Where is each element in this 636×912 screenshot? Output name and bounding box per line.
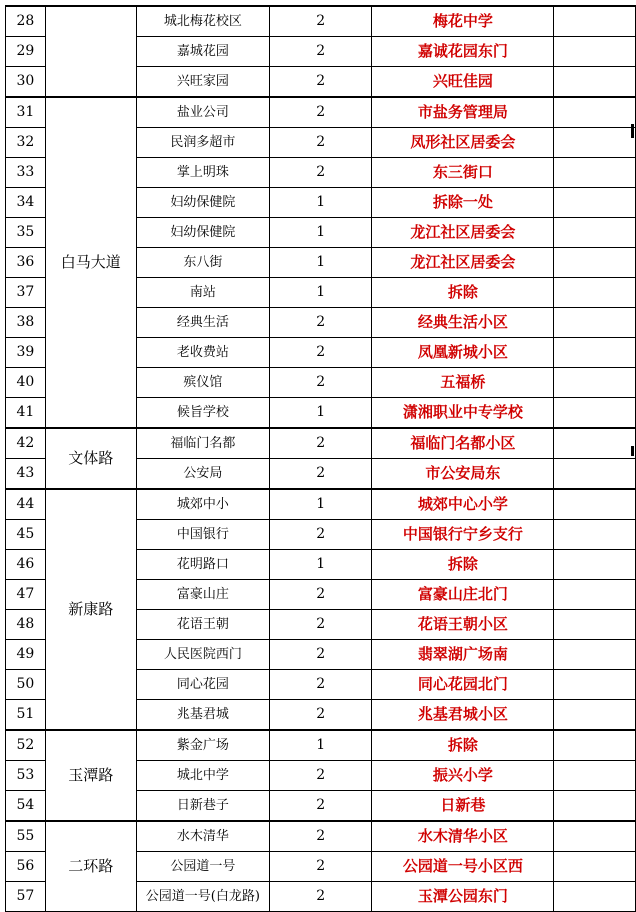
station-name: 富豪山庄: [136, 580, 269, 610]
new-stop-name: 拆除: [372, 730, 554, 761]
row-number: 54: [6, 791, 46, 822]
remarks-cell: [554, 852, 636, 882]
row-number: 45: [6, 520, 46, 550]
road-name: 新康路: [45, 489, 136, 730]
road-name: 白马大道: [45, 97, 136, 428]
new-stop-name: 拆除: [372, 550, 554, 580]
row-number: 30: [6, 67, 46, 98]
new-stop-name: 东三街口: [372, 158, 554, 188]
station-name: 经典生活: [136, 308, 269, 338]
stop-count: 1: [269, 550, 372, 580]
remarks-cell: [554, 398, 636, 429]
row-number: 48: [6, 610, 46, 640]
new-stop-name: 振兴小学: [372, 761, 554, 791]
row-number: 37: [6, 278, 46, 308]
remarks-cell: [554, 97, 636, 128]
new-stop-name: 市公安局东: [372, 459, 554, 490]
new-stop-name: 兆基君城小区: [372, 700, 554, 731]
new-stop-name: 福临门名都小区: [372, 428, 554, 459]
remarks-cell: [554, 67, 636, 98]
station-name: 花语王朝: [136, 610, 269, 640]
station-name: 水木清华: [136, 821, 269, 852]
stop-count: 1: [269, 278, 372, 308]
bus-stop-table: [5, 5, 636, 912]
new-stop-name: 梅花中学: [372, 6, 554, 37]
stop-count: 2: [269, 520, 372, 550]
stop-count: 2: [269, 158, 372, 188]
remarks-cell: [554, 761, 636, 791]
station-name: 嘉城花园: [136, 37, 269, 67]
station-name: 福临门名都: [136, 428, 269, 459]
stop-count: 2: [269, 610, 372, 640]
station-name: 东八街: [136, 248, 269, 278]
remarks-cell: [554, 700, 636, 731]
station-name: 兆基君城: [136, 700, 269, 731]
stop-count: 2: [269, 128, 372, 158]
table-row: [6, 730, 636, 761]
row-number: 28: [6, 6, 46, 37]
new-stop-name: 同心花园北门: [372, 670, 554, 700]
station-name: 妇幼保健院: [136, 188, 269, 218]
stop-count: 2: [269, 882, 372, 912]
new-stop-name: 凤凰新城小区: [372, 338, 554, 368]
stop-count: 2: [269, 761, 372, 791]
row-number: 41: [6, 398, 46, 429]
station-name: 兴旺家园: [136, 67, 269, 98]
stop-count: 2: [269, 700, 372, 731]
remarks-cell: [554, 520, 636, 550]
remarks-cell: [554, 730, 636, 761]
remarks-cell: [554, 308, 636, 338]
new-stop-name: 中国银行宁乡支行: [372, 520, 554, 550]
remarks-cell: [554, 338, 636, 368]
row-number: 39: [6, 338, 46, 368]
remarks-cell: [554, 158, 636, 188]
new-stop-name: 五福桥: [372, 368, 554, 398]
table-row: [6, 428, 636, 459]
row-number: 49: [6, 640, 46, 670]
stop-count: 2: [269, 821, 372, 852]
new-stop-name: 潇湘职业中专学校: [372, 398, 554, 429]
row-number: 50: [6, 670, 46, 700]
stop-count: 2: [269, 338, 372, 368]
remarks-cell: [554, 580, 636, 610]
station-name: 候旨学校: [136, 398, 269, 429]
station-name: 公安局: [136, 459, 269, 490]
station-name: 城郊中小: [136, 489, 269, 520]
row-number: 46: [6, 550, 46, 580]
new-stop-name: 玉潭公园东门: [372, 882, 554, 912]
new-stop-name: 公园道一号小区西: [372, 852, 554, 882]
station-name: 城北中学: [136, 761, 269, 791]
stop-count: 2: [269, 852, 372, 882]
remarks-cell: [554, 37, 636, 67]
stop-count: 2: [269, 670, 372, 700]
new-stop-name: 龙江社区居委会: [372, 218, 554, 248]
stop-count: 1: [269, 248, 372, 278]
remarks-cell: [554, 550, 636, 580]
remarks-cell: [554, 218, 636, 248]
remarks-cell: [554, 489, 636, 520]
edge-mark: [631, 124, 634, 138]
row-number: 33: [6, 158, 46, 188]
remarks-cell: [554, 188, 636, 218]
stop-count: 2: [269, 67, 372, 98]
new-stop-name: 凤形社区居委会: [372, 128, 554, 158]
row-number: 35: [6, 218, 46, 248]
stop-count: 2: [269, 6, 372, 37]
new-stop-name: 市盐务管理局: [372, 97, 554, 128]
new-stop-name: 富豪山庄北门: [372, 580, 554, 610]
station-name: 城北梅花校区: [136, 6, 269, 37]
remarks-cell: [554, 821, 636, 852]
remarks-cell: [554, 610, 636, 640]
stop-count: 1: [269, 218, 372, 248]
station-name: 南站: [136, 278, 269, 308]
road-name: [45, 6, 136, 97]
stop-count: 1: [269, 489, 372, 520]
stop-count: 2: [269, 97, 372, 128]
new-stop-name: 花语王朝小区: [372, 610, 554, 640]
stop-count: 2: [269, 308, 372, 338]
row-number: 57: [6, 882, 46, 912]
table-row: [6, 6, 636, 37]
row-number: 40: [6, 368, 46, 398]
table-body: [6, 6, 636, 912]
row-number: 55: [6, 821, 46, 852]
row-number: 43: [6, 459, 46, 490]
new-stop-name: 兴旺佳园: [372, 67, 554, 98]
station-name: 中国银行: [136, 520, 269, 550]
new-stop-name: 拆除一处: [372, 188, 554, 218]
new-stop-name: 日新巷: [372, 791, 554, 822]
remarks-cell: [554, 248, 636, 278]
row-number: 53: [6, 761, 46, 791]
row-number: 51: [6, 700, 46, 731]
row-number: 38: [6, 308, 46, 338]
new-stop-name: 嘉诚花园东门: [372, 37, 554, 67]
table-row: [6, 97, 636, 128]
remarks-cell: [554, 278, 636, 308]
remarks-cell: [554, 459, 636, 490]
remarks-cell: [554, 428, 636, 459]
remarks-cell: [554, 640, 636, 670]
stop-count: 2: [269, 791, 372, 822]
new-stop-name: 翡翠湖广场南: [372, 640, 554, 670]
station-name: 盐业公司: [136, 97, 269, 128]
remarks-cell: [554, 128, 636, 158]
row-number: 56: [6, 852, 46, 882]
new-stop-name: 经典生活小区: [372, 308, 554, 338]
remarks-cell: [554, 882, 636, 912]
stop-count: 1: [269, 398, 372, 429]
new-stop-name: 水木清华小区: [372, 821, 554, 852]
row-number: 36: [6, 248, 46, 278]
road-name: 文体路: [45, 428, 136, 489]
station-name: 同心花园: [136, 670, 269, 700]
remarks-cell: [554, 670, 636, 700]
table-row: [6, 489, 636, 520]
row-number: 32: [6, 128, 46, 158]
station-name: 日新巷子: [136, 791, 269, 822]
station-name: 妇幼保健院: [136, 218, 269, 248]
station-name: 公园道一号: [136, 852, 269, 882]
stop-count: 2: [269, 37, 372, 67]
stop-count: 1: [269, 188, 372, 218]
stop-count: 2: [269, 580, 372, 610]
station-name: 公园道一号(白龙路): [136, 882, 269, 912]
remarks-cell: [554, 368, 636, 398]
station-name: 掌上明珠: [136, 158, 269, 188]
row-number: 47: [6, 580, 46, 610]
row-number: 52: [6, 730, 46, 761]
row-number: 34: [6, 188, 46, 218]
stop-count: 2: [269, 640, 372, 670]
station-name: 紫金广场: [136, 730, 269, 761]
new-stop-name: 拆除: [372, 278, 554, 308]
road-name: 玉潭路: [45, 730, 136, 821]
stop-count: 1: [269, 730, 372, 761]
station-name: 民润多超市: [136, 128, 269, 158]
remarks-cell: [554, 791, 636, 822]
row-number: 44: [6, 489, 46, 520]
station-name: 人民医院西门: [136, 640, 269, 670]
new-stop-name: 龙江社区居委会: [372, 248, 554, 278]
table-row: [6, 821, 636, 852]
road-name: 二环路: [45, 821, 136, 912]
station-name: 殡仪馆: [136, 368, 269, 398]
row-number: 31: [6, 97, 46, 128]
remarks-cell: [554, 6, 636, 37]
stop-count: 2: [269, 428, 372, 459]
new-stop-name: 城郊中心小学: [372, 489, 554, 520]
row-number: 42: [6, 428, 46, 459]
row-number: 29: [6, 37, 46, 67]
stop-count: 2: [269, 368, 372, 398]
edge-mark: [631, 446, 634, 456]
stop-count: 2: [269, 459, 372, 490]
station-name: 花明路口: [136, 550, 269, 580]
station-name: 老收费站: [136, 338, 269, 368]
